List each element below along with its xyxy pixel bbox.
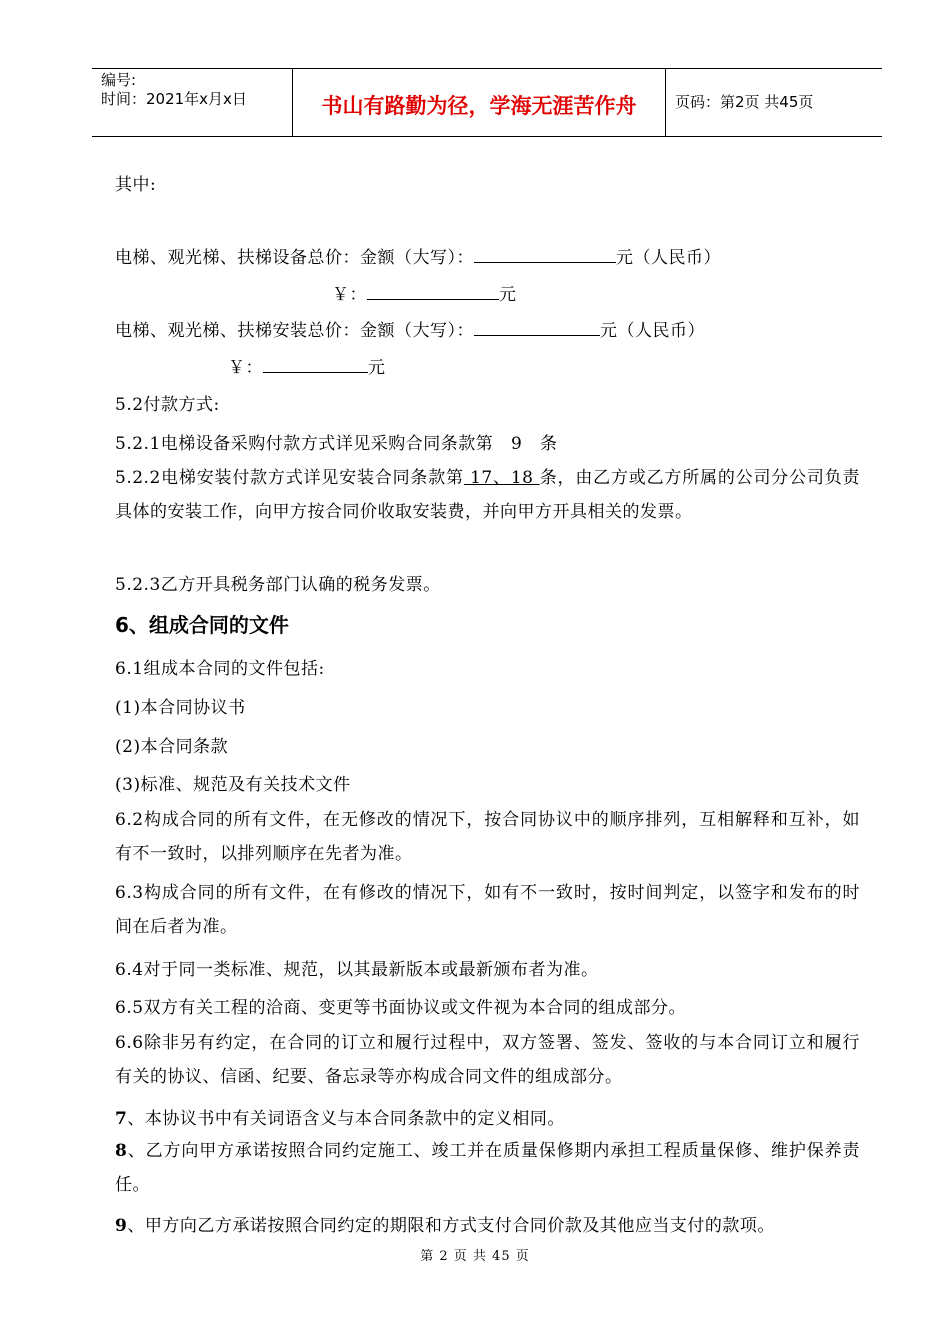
section-5-2-2: [115, 461, 860, 529]
section-6-4: 6.4对于同一类标准、规范，以其最新版本或最新颁布者为准。: [115, 960, 599, 980]
equip-total-label: 电梯、观光梯、扶梯设备总价：金额（大写）：: [115, 248, 474, 268]
section-8: [115, 1134, 860, 1202]
s9-text: 、甲方向乙方承诺按照合同约定的期限和方式支付合同价款及其他应当支付的款项。: [127, 1216, 775, 1236]
list-item-1: (1)本合同协议书: [115, 698, 246, 718]
equip-yen-blank: [367, 281, 499, 300]
s522-text: 5.2.2电梯安装付款方式详见安装合同条款第: [115, 468, 464, 488]
header-motto-cell: [292, 69, 666, 136]
s8-text: 、乙方向甲方承诺按照合同约定施工、竣工并在质量保修期内承担工程质量保修、维护保养责任。: [115, 1141, 860, 1195]
yen-label: ￥：: [228, 358, 263, 378]
s8-number: 8: [115, 1141, 128, 1161]
section-9: [115, 1211, 775, 1236]
header-time-label: 时间：2021年x月x日: [101, 90, 247, 108]
header-number-label: 编号:: [101, 71, 137, 89]
equip-total-unit: 元（人民币）: [616, 248, 721, 268]
section-6-3: 6.3构成合同的所有文件，在有修改的情况下，如有不一致时，按时间判定，以签字和发布的时间在后者为准。: [115, 883, 860, 937]
equip-total-blank: [474, 244, 616, 263]
header-page-label: 页码：第2页 共45页: [675, 93, 814, 111]
s521-suffix: 条: [540, 434, 558, 454]
install-total-unit: 元（人民币）: [600, 321, 705, 341]
yen-label: ￥：: [332, 285, 367, 305]
s522-suffix: 条，由乙方或乙方所属的公司分公司负责具体的安装工作，向甲方按合同价收取安装费，并向甲方开具相关的发票。: [115, 468, 861, 522]
s521-clause-number: 9: [510, 434, 523, 454]
install-total-blank: [474, 317, 600, 336]
install-yen-line: [228, 353, 386, 378]
section-5-2-3: 5.2.3乙方开具税务部门认确的税务发票。: [115, 575, 441, 595]
equip-total-line: [115, 243, 721, 268]
page-footer: 第 2 页 共 45 页: [420, 1249, 530, 1264]
header-left-cell: [92, 69, 292, 136]
s521-text: 5.2.1电梯设备采购付款方式详见采购合同条款第: [115, 434, 494, 454]
section-5-2-1: [115, 429, 558, 454]
list-item-3: (3)标准、规范及有关技术文件: [115, 775, 351, 795]
yuan-label: 元: [368, 358, 386, 378]
section-6-5: 6.5双方有关工程的洽商、变更等书面协议或文件视为本合同的组成部分。: [115, 998, 687, 1018]
equip-yen-line: [332, 280, 517, 305]
section-6-heading: 6、组成合同的文件: [115, 613, 289, 637]
section-7: [115, 1104, 565, 1129]
s7-text: 、本协议书中有关词语含义与本合同条款中的定义相同。: [127, 1109, 565, 1129]
install-total-line: [115, 316, 705, 341]
install-total-label: 电梯、观光梯、扶梯安装总价：金额（大写）：: [115, 321, 474, 341]
s522-clause-value: 17、18: [470, 468, 534, 488]
list-item-2: (2)本合同条款: [115, 737, 229, 757]
header-motto: 书山有路勤为径，学海无涯苦作舟: [321, 94, 637, 118]
section-6-6: 6.6除非另有约定，在合同的订立和履行过程中，双方签署、签发、签收的与本合同订立和履行有关的协议、信函、纪要、备忘录等亦构成合同文件的组成部分。: [115, 1033, 860, 1087]
s7-number: 7: [115, 1109, 128, 1129]
s522-clause-number: [464, 468, 540, 488]
section-6-2: 6.2构成合同的所有文件，在无修改的情况下，按合同协议中的顺序排列，互相解释和互补，如有不一致时，以排列顺序在先者为准。: [115, 810, 860, 864]
s9-number: 9: [115, 1216, 128, 1236]
install-yen-blank: [263, 354, 368, 373]
section-6-1: 6.1组成本合同的文件包括:: [115, 659, 325, 679]
header-page-cell: [665, 69, 882, 136]
section-5-2: 5.2付款方式:: [115, 395, 220, 415]
yuan-label: 元: [499, 285, 517, 305]
qizhong-text: 其中:: [115, 175, 157, 195]
page-header: [92, 68, 882, 137]
